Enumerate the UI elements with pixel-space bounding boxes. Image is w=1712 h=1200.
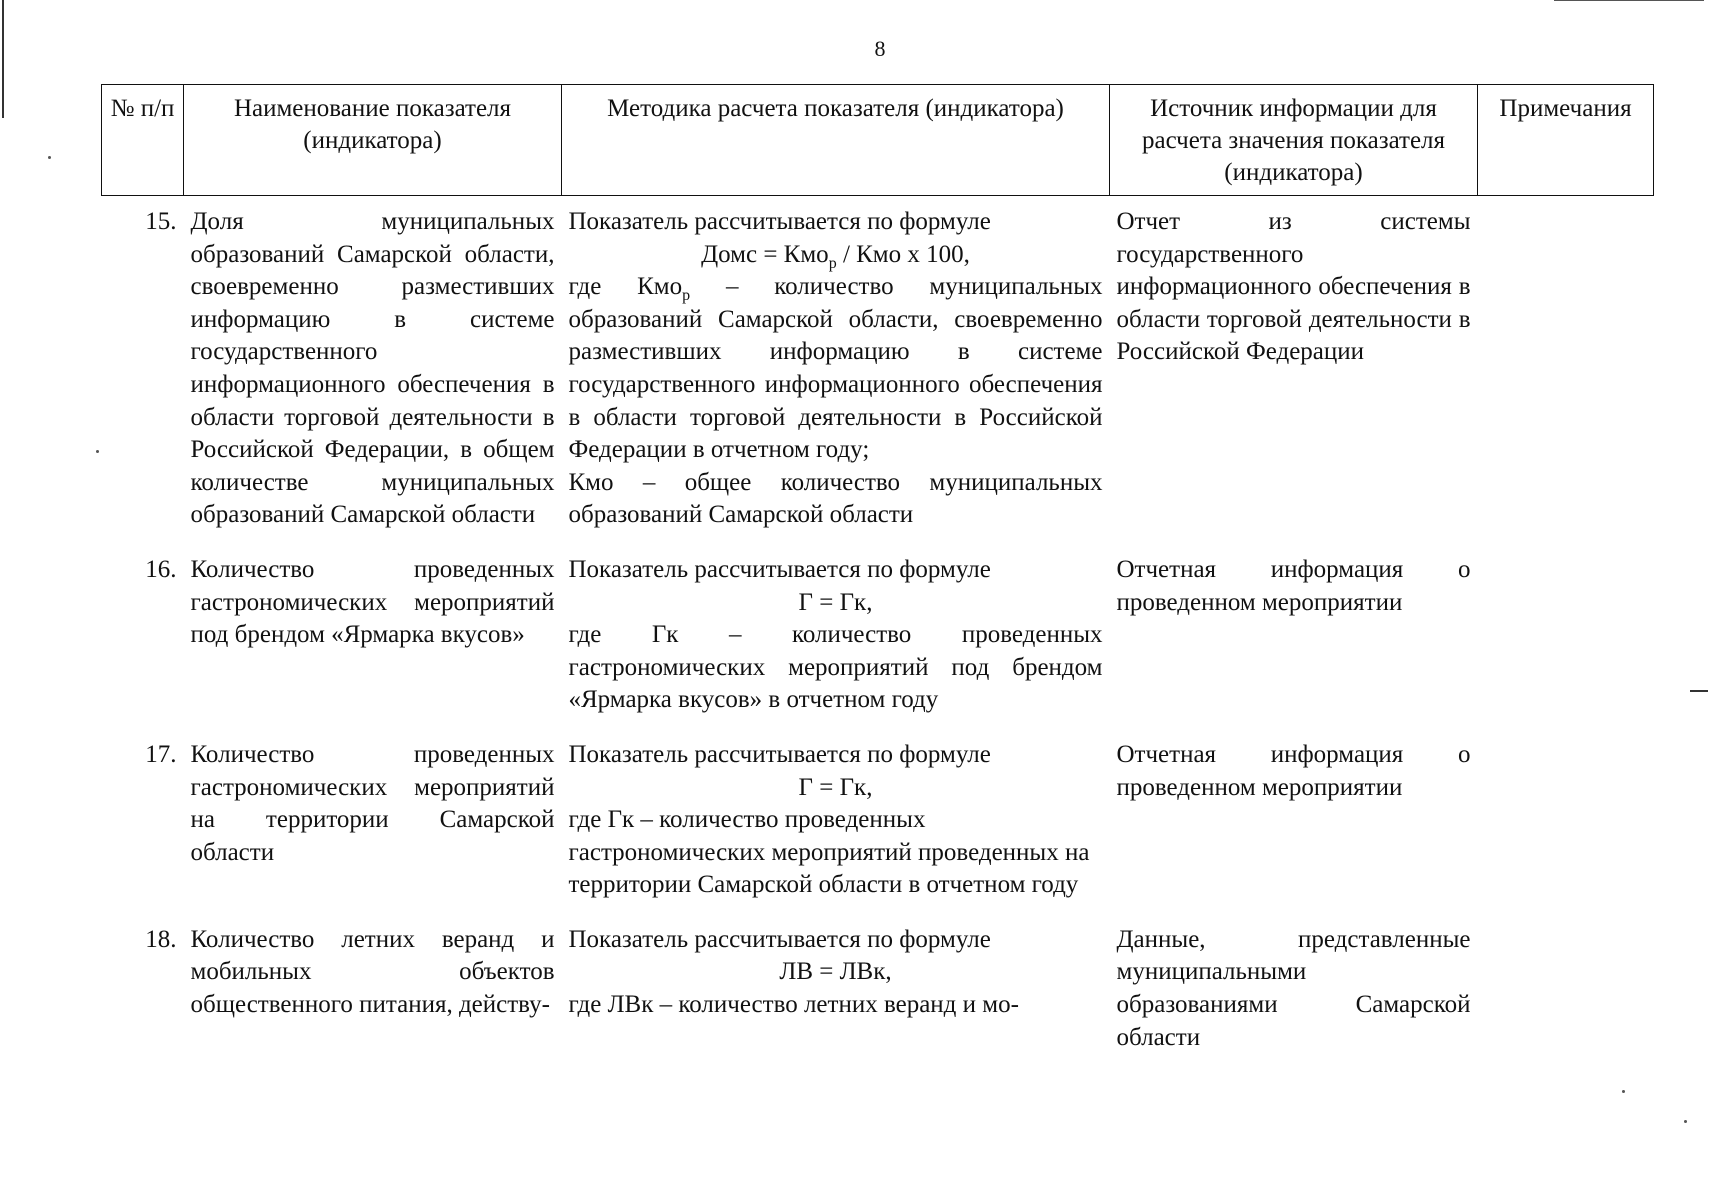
formula: Г = Гк, [798, 588, 873, 616]
indicator-name: Доля муниципальных образований Самарской области, своевременно разместивших информацию в системе государственного информационного обеспечения в области торговой деятельности в Российской Федерации, в общем количестве муниципальных образований Самарской области [190, 208, 555, 529]
method-intro: Показатель рассчитывается по формуле [568, 740, 991, 768]
calculation-method [562, 739, 1110, 924]
calculation-method [562, 554, 1110, 739]
formula: Г = Гк, [798, 773, 873, 801]
table-row [102, 196, 1654, 554]
scan-speck [48, 156, 51, 159]
header-source: Источник информации для расчета значения показателя (индикатора) [1110, 85, 1478, 196]
formula-explanation: где Гк – количество проведенных гастрономических мероприятий под брендом «Ярмарка вкусов» в отчетном году [568, 621, 1103, 714]
scan-speck [1622, 1090, 1625, 1093]
notes [1478, 739, 1654, 924]
row-number: 15. [145, 208, 177, 235]
row-number: 18. [145, 925, 177, 953]
table-row [102, 554, 1654, 739]
row-number: 16. [145, 555, 177, 583]
table-row [102, 924, 1654, 1054]
indicator-name: Количество проведенных гастрономических мероприятий на территории Самарской области [190, 740, 555, 866]
table-row [102, 739, 1654, 924]
method-intro: Показатель рассчитывается по формуле [568, 925, 991, 953]
page-number: 8 [874, 36, 886, 61]
scan-speck [1684, 1120, 1687, 1123]
information-source: Данные, представленные муниципальными образованиями Самарской области [1116, 925, 1471, 1051]
indicator-name: Количество проведенных гастрономических мероприятий под брендом «Ярмарка вкусов» [190, 555, 555, 649]
header-name: Наименование показателя (индикатора) [184, 85, 562, 196]
formula-explanation: где Кмо$_р$ – количество муниципальных образований Самарской области, своевременно разместивших информацию в системе государственного информационного обеспечения в области торговой деятельности в Российской Федерации в отчетном году; [568, 273, 1103, 464]
formula-explanation: где Гк – количество проведенных гастрономических мероприятий проведенных на территории Самарской области в отчетном году [568, 806, 1090, 899]
information-source: Отчетная информация о проведенном мероприятии [1116, 740, 1471, 801]
indicator-name: Количество летних веранд и мобильных объектов общественного питания, действу- [190, 925, 555, 1019]
information-source: Отчетная информация о проведенном мероприятии [1116, 555, 1471, 616]
notes [1478, 554, 1654, 739]
header-num: № п/п [102, 85, 184, 196]
header-notes: Примечания [1478, 85, 1654, 196]
scan-edge-top [1554, 0, 1704, 1]
formula-explanation: где ЛВк – количество летних веранд и мо- [568, 991, 1019, 1019]
calculation-method [562, 196, 1110, 554]
calculation-method [562, 924, 1110, 1054]
formula-explanation-2: Кмо – общее количество муниципальных образований Самарской области [568, 468, 1103, 529]
information-source: Отчет из системы государственного информационного обеспечения в области торговой деятельности в Российской Федерации [1116, 208, 1471, 366]
method-intro: Показатель рассчитывается по формуле [568, 208, 991, 235]
notes [1478, 924, 1654, 1054]
scan-speck [96, 450, 99, 453]
scan-mark-right [1690, 690, 1708, 692]
table-header-row [102, 85, 1654, 196]
method-intro: Показатель рассчитывается по формуле [568, 555, 991, 583]
notes [1478, 196, 1654, 554]
indicator-table [101, 84, 1654, 1054]
formula: Домс = Кмо$_р$ / Кмо х 100, [701, 240, 970, 272]
row-number: 17. [145, 740, 177, 768]
formula: ЛВ = ЛВк, [779, 958, 892, 986]
header-method: Методика расчета показателя (индикатора) [562, 85, 1110, 196]
